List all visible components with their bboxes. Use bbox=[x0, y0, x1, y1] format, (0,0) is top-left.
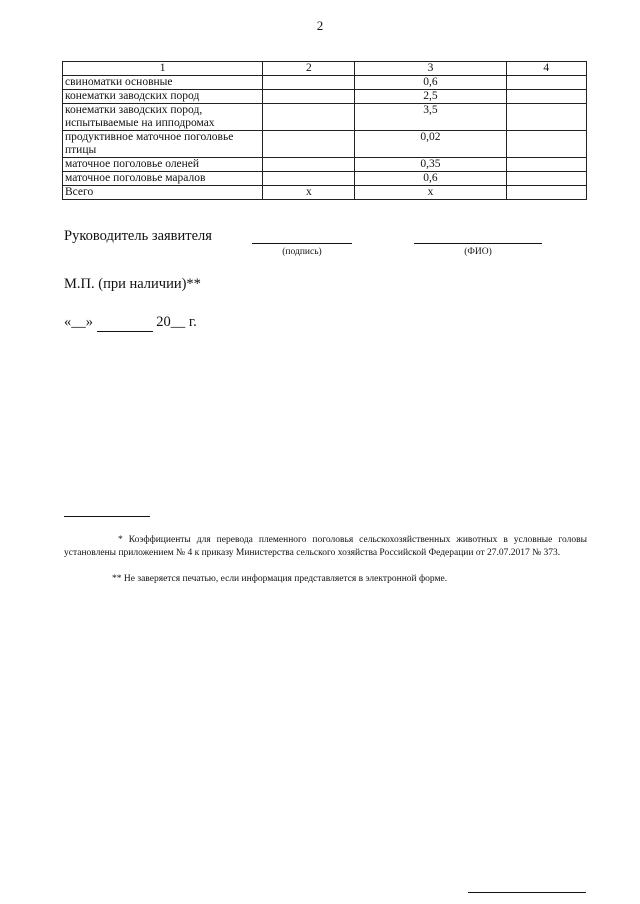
row-col2 bbox=[263, 172, 355, 186]
stamp-placeholder: М.П. (при наличии)** bbox=[64, 276, 201, 292]
row-col4 bbox=[506, 104, 586, 131]
table-row bbox=[63, 131, 587, 158]
signature-label: Руководитель заявителя bbox=[64, 228, 212, 244]
total-col3: х bbox=[355, 186, 506, 200]
row-label: продуктивное маточное поголовье птицы bbox=[63, 131, 263, 158]
footnote-1: * Коэффициенты для перевода племенного поголовья сельскохозяйственных животных в условные головы установлены приложением № 4 к приказу Министерства сельского хозяйства Российской Федерации от 27.07.2017 № 373. bbox=[64, 535, 587, 558]
coefficients-table bbox=[62, 61, 587, 200]
date-line bbox=[64, 314, 197, 332]
page-number: 2 bbox=[316, 18, 324, 33]
row-col4 bbox=[506, 90, 586, 104]
column-header-1: 1 bbox=[63, 62, 263, 76]
row-col2 bbox=[263, 131, 355, 158]
column-header-3: 3 bbox=[355, 62, 506, 76]
row-coefficient: 3,5 bbox=[355, 104, 506, 131]
row-coefficient: 0,6 bbox=[355, 76, 506, 90]
total-col4 bbox=[506, 186, 586, 200]
signature-caption: (подпись) bbox=[282, 247, 322, 257]
date-year: 20__ г. bbox=[156, 314, 197, 330]
table-row-total bbox=[63, 186, 587, 200]
table-header-row bbox=[63, 62, 587, 76]
column-header-4: 4 bbox=[506, 62, 586, 76]
column-header-2: 2 bbox=[263, 62, 355, 76]
signature-line bbox=[252, 243, 352, 244]
row-label: конематки заводских пород, испытываемые на ипподромах bbox=[63, 104, 263, 131]
date-month-blank bbox=[97, 314, 153, 332]
table-row bbox=[63, 158, 587, 172]
date-day: «__» bbox=[64, 314, 93, 330]
row-col4 bbox=[506, 158, 586, 172]
name-caption: (ФИО) bbox=[464, 247, 492, 257]
row-col2 bbox=[263, 158, 355, 172]
bottom-divider bbox=[468, 892, 586, 893]
row-label: маточное поголовье оленей bbox=[63, 158, 263, 172]
row-col2 bbox=[263, 90, 355, 104]
name-line bbox=[414, 243, 542, 244]
row-coefficient: 0,35 bbox=[355, 158, 506, 172]
footnote-separator bbox=[64, 516, 150, 517]
row-col4 bbox=[506, 172, 586, 186]
row-col4 bbox=[506, 76, 586, 90]
total-label: Всего bbox=[63, 186, 263, 200]
table-row bbox=[63, 76, 587, 90]
table-row bbox=[63, 90, 587, 104]
row-label: свиноматки основные bbox=[63, 76, 263, 90]
row-col2 bbox=[263, 76, 355, 90]
table-row bbox=[63, 172, 587, 186]
footnote-2: ** Не заверяется печатью, если информация представляется в электронной форме. bbox=[112, 574, 448, 584]
table-row bbox=[63, 104, 587, 131]
row-label: маточное поголовье маралов bbox=[63, 172, 263, 186]
row-label: конематки заводских пород bbox=[63, 90, 263, 104]
row-col2 bbox=[263, 104, 355, 131]
row-col4 bbox=[506, 131, 586, 158]
row-coefficient: 0,6 bbox=[355, 172, 506, 186]
total-col2: х bbox=[263, 186, 355, 200]
row-coefficient: 2,5 bbox=[355, 90, 506, 104]
row-coefficient: 0,02 bbox=[355, 131, 506, 158]
